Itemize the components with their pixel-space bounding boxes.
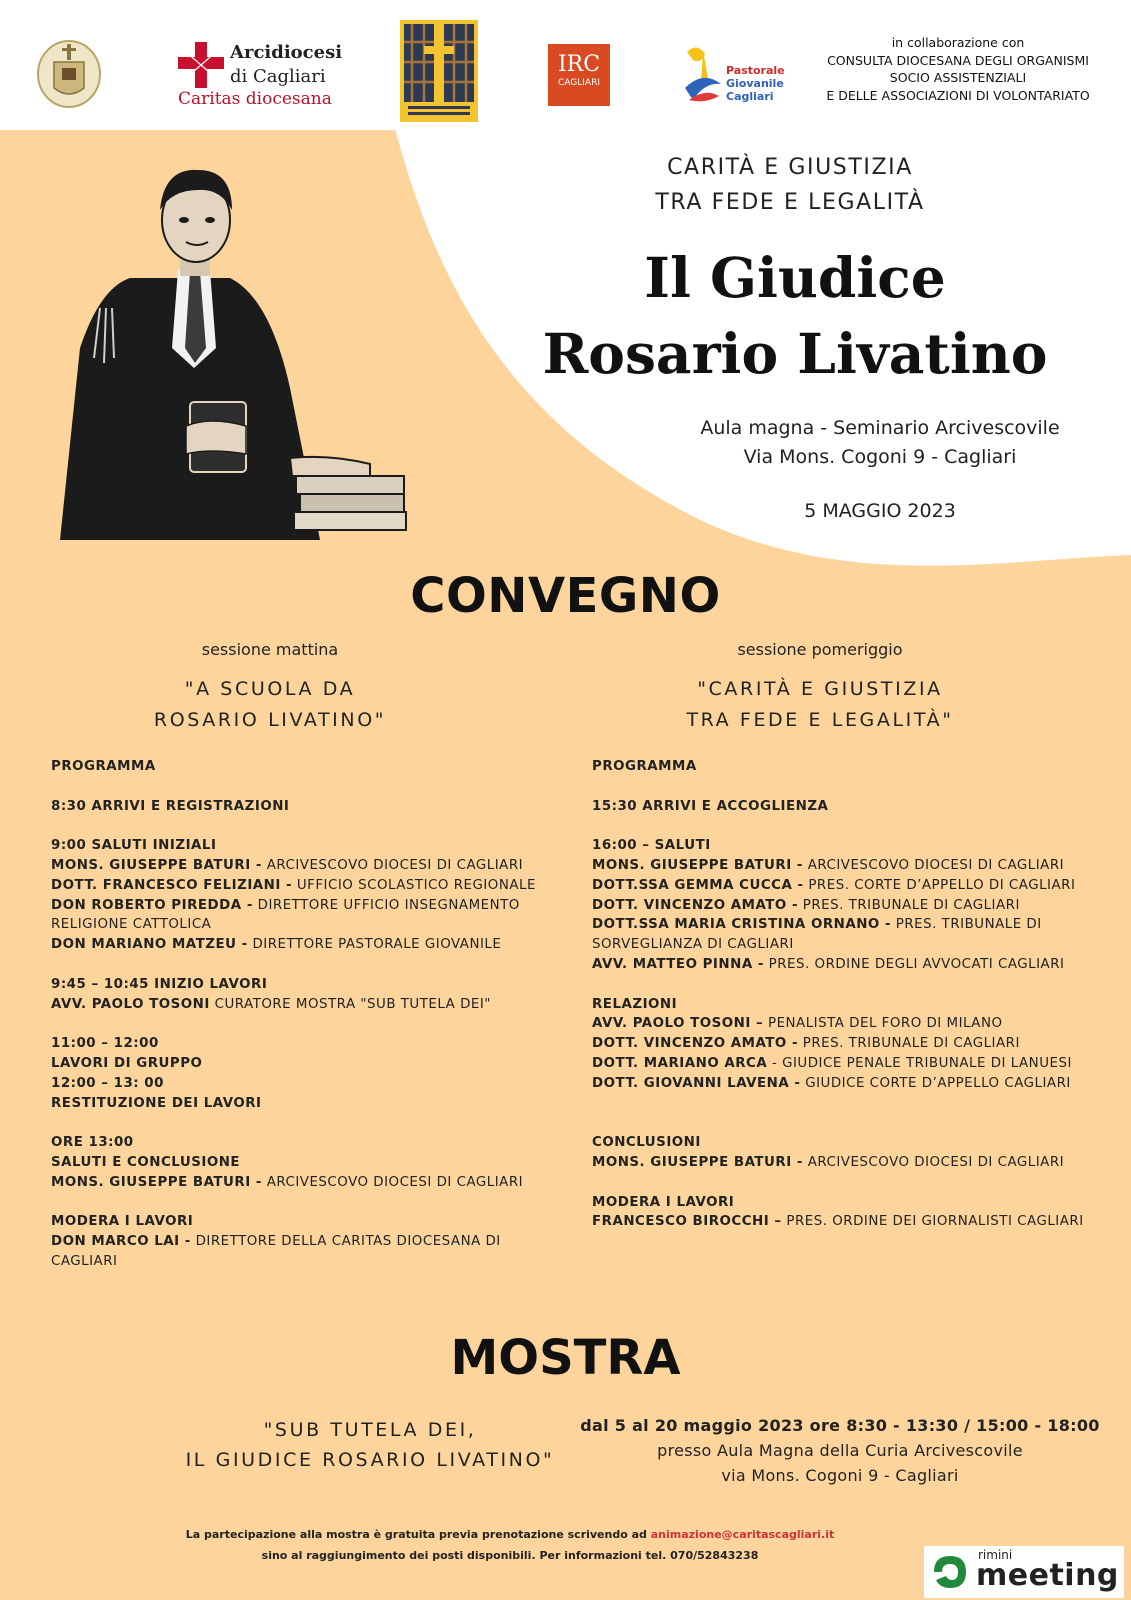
morning-session-label: sessione mattina <box>201 640 339 659</box>
speaker-entry: DOTT. VINCENZO AMATO - PRES. TRIBUNALE DI CAGLIARI <box>592 897 1020 913</box>
speaker-entry: DOTT. FRANCESCO FELIZIANI - UFFICIO SCOLASTICO REGIONALE <box>51 877 536 893</box>
time-slot-label: SALUTI E CONCLUSIONE <box>51 1154 241 1170</box>
contact-email-link[interactable]: animazione@caritascagliari.it <box>650 1528 835 1541</box>
mostra-title <box>180 1415 560 1475</box>
mostra-info <box>580 1413 1100 1488</box>
prison-pastoral-logo <box>400 20 478 122</box>
speaker-entry: AVV. MATTEO PINNA - PRES. ORDINE DEGLI AVVOCATI CAGLIARI <box>592 956 1065 972</box>
speaker-entry: AVV. PAOLO TOSONI CURATORE MOSTRA "SUB TUTELA DEI" <box>51 996 491 1012</box>
pastorale-giovanile-text <box>726 64 785 103</box>
collab-line-2: CONSULTA DIOCESANA DEGLI ORGANISMI <box>827 52 1089 68</box>
speaker-entry: DON ROBERTO PIREDDA - DIRETTORE UFFICIO INSEGNAMENTO RELIGIONE CATTOLICA <box>51 897 520 933</box>
speaker-entry: DOTT. VINCENZO AMATO - PRES. TRIBUNALE DI CAGLIARI <box>592 1036 1020 1052</box>
morning-arrivals: 8:30 ARRIVI E REGISTRAZIONI <box>51 798 290 814</box>
afternoon-session-title <box>620 674 1020 736</box>
pastorale-giovanile-logo-icon <box>683 44 723 106</box>
collab-line-4: E DELLE ASSOCIAZIONI DI VOLONTARIATO <box>826 87 1090 103</box>
mostra-heading: MOSTRA <box>450 1330 681 1386</box>
pastorale-line3: Cagliari <box>726 90 774 103</box>
rimini-small-text: rimini <box>978 1548 1013 1562</box>
subtitle-line-1: CARITÀ E GIUSTIZIA <box>667 155 913 180</box>
speaker-entry: DON MARCO LAI - DIRETTORE DELLA CARITAS DIOCESANA DI CAGLIARI <box>51 1234 501 1269</box>
title-line-2: Rosario Livatino <box>542 321 1048 386</box>
speaker-entry: MONS. GIUSEPPE BATURI - ARCIVESCOVO DIOCESI DI CAGLIARI <box>51 1174 524 1190</box>
mostra-title-line-1: "SUB TUTELA DEI, <box>263 1419 477 1441</box>
mostra-dates: dal 5 al 20 maggio 2023 ore 8:30 - 13:30 / 15:00 - 18:00 <box>580 1416 1100 1435</box>
afternoon-title-line-2: TRA FEDE E LEGALITÀ" <box>686 709 954 731</box>
afternoon-title-line-1: "CARITÀ E GIUSTIZIA <box>697 678 943 700</box>
caritas-name-line3: Caritas diocesana <box>178 89 332 109</box>
rimini-meeting-logo <box>924 1546 1124 1598</box>
speaker-entry: DOTT.SSA MARIA CRISTINA ORNANO - PRES. TRIBUNALE DI SORVEGLIANZA DI CAGLIARI <box>592 917 1042 953</box>
afternoon-greetings-heading: 16:00 – SALUTI <box>592 838 711 854</box>
caritas-name-line1: Arcidiocesi <box>230 42 343 63</box>
pastorale-line2: Giovanile <box>726 77 784 90</box>
programme-heading: PROGRAMMA <box>592 759 697 774</box>
speaker-entry: DOTT. MARIANO ARCA - GIUDICE PENALE TRIBUNALE DI LANUESI <box>592 1055 1072 1071</box>
title-line-1: Il Giudice <box>644 245 946 310</box>
morning-programme <box>51 757 541 1272</box>
speaker-entry: DON MARIANO MATZEU - DIRETTORE PASTORALE GIOVANILE <box>51 937 502 953</box>
time-slot-label: LAVORI DI GRUPPO <box>51 1055 203 1071</box>
irc-logo <box>548 44 610 106</box>
programme-heading: PROGRAMMA <box>51 759 156 774</box>
speaker-entry: MONS. GIUSEPPE BATURI - ARCIVESCOVO DIOCESI DI CAGLIARI <box>592 857 1065 873</box>
irc-logo-title: IRC <box>557 52 601 77</box>
event-subtitle <box>560 150 1020 220</box>
afternoon-arrivals: 15:30 ARRIVI E ACCOGLIENZA <box>592 798 829 814</box>
diocese-seal-logo <box>36 38 102 112</box>
caritas-cross-icon <box>178 42 224 88</box>
time-slot: ORE 13:00 <box>51 1135 134 1151</box>
event-date: 5 MAGGIO 2023 <box>804 500 956 522</box>
venue-line-1: Aula magna - Seminario Arcivescovile <box>700 417 1060 439</box>
mostra-place: presso Aula Magna della Curia Arcivescovile <box>657 1441 1023 1460</box>
moderator-heading: MODERA I LAVORI <box>592 1194 735 1210</box>
footer-note <box>160 1524 860 1566</box>
mostra-address: via Mons. Cogoni 9 - Cagliari <box>721 1466 959 1485</box>
pastorale-line1: Pastorale <box>726 64 785 77</box>
morning-greetings-heading: 9:00 SALUTI INIZIALI <box>51 838 217 854</box>
speaker-entry: DOTT. GIOVANNI LAVENA - GIUDICE CORTE D’APPELLO CAGLIARI <box>592 1075 1071 1091</box>
venue-line-2: Via Mons. Cogoni 9 - Cagliari <box>743 446 1017 468</box>
reports-heading: RELAZIONI <box>592 996 678 1012</box>
morning-title-line-1: "A SCUOLA DA <box>184 678 356 700</box>
event-title <box>490 240 1100 392</box>
speaker-entry: FRANCESCO BIROCCHI – PRES. ORDINE DEI GIORNALISTI CAGLIARI <box>592 1214 1084 1230</box>
moderator-heading: MODERA I LAVORI <box>51 1214 194 1230</box>
mostra-title-line-2: IL GIUDICE ROSARIO LIVATINO" <box>185 1449 555 1471</box>
collab-line-3: SOCIO ASSISTENZIALI <box>889 70 1027 85</box>
afternoon-programme <box>592 757 1117 1232</box>
subtitle-line-2: TRA FEDE E LEGALITÀ <box>655 190 925 215</box>
time-slot: 11:00 – 12:00 <box>51 1036 159 1052</box>
morning-title-line-2: ROSARIO LIVATINO" <box>153 709 387 731</box>
morning-start-heading: 9:45 – 10:45 INIZIO LAVORI <box>51 976 268 992</box>
morning-session-title <box>80 674 460 736</box>
speaker-entry: MONS. GIUSEPPE BATURI - ARCIVESCOVO DIOCESI DI CAGLIARI <box>51 857 524 873</box>
convegno-heading: CONVEGNO <box>410 568 721 624</box>
judge-portrait-illustration <box>60 158 415 540</box>
rimini-meeting-logo-icon <box>930 1552 970 1592</box>
speaker-entry: MONS. GIUSEPPE BATURI - ARCIVESCOVO DIOCESI DI CAGLIARI <box>592 1154 1065 1170</box>
speaker-entry: AVV. PAOLO TOSONI – PENALISTA DEL FORO DI MILANO <box>592 1016 1003 1032</box>
speaker-entry: DOTT.SSA GEMMA CUCCA - PRES. CORTE D’APPELLO DI CAGLIARI <box>592 877 1076 893</box>
time-slot: 12:00 – 13: 00 <box>51 1075 164 1091</box>
rimini-brand-text: meeting <box>976 1558 1119 1593</box>
collab-line-1: in collaborazione con <box>891 35 1025 50</box>
collaboration-note <box>820 34 1096 104</box>
caritas-name-line2: di Cagliari <box>230 66 326 87</box>
afternoon-session-label: sessione pomeriggio <box>737 640 903 659</box>
footer-line2: sino al raggiungimento dei posti disponibili. Per informazioni tel. 070/52843238 <box>261 1549 759 1562</box>
time-slot-label: RESTITUZIONE DEI LAVORI <box>51 1095 262 1111</box>
footer-line1: La partecipazione alla mostra è gratuita previa prenotazione scrivendo ad <box>185 1528 651 1541</box>
irc-logo-subtitle: CAGLIARI <box>558 78 600 88</box>
conclusions-heading: CONCLUSIONI <box>592 1135 701 1151</box>
event-venue <box>660 414 1100 472</box>
